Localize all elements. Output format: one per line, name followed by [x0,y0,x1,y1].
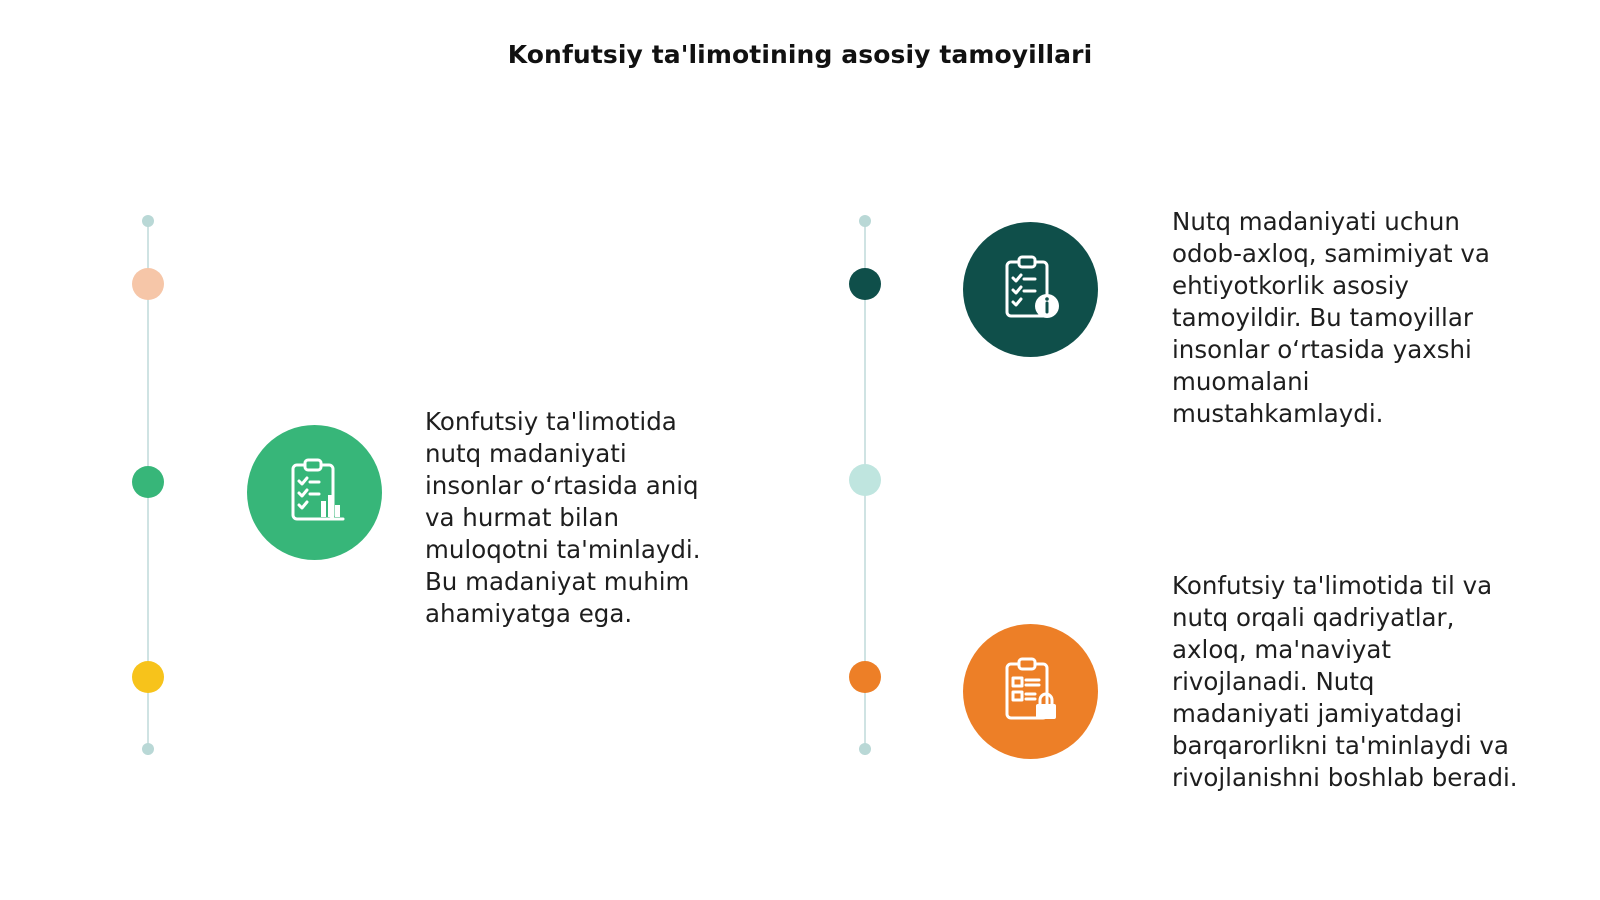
timeline-dot-green [132,466,164,498]
timeline-dot-mint [849,464,881,496]
clipboard-info-icon [963,222,1098,357]
timeline-endpoint-bottom [859,743,871,755]
timeline-dot-orange [849,661,881,693]
timeline-right [845,215,885,765]
page-title: Konfutsiy ta'limotining asosiy tamoyillari [507,40,1093,69]
timeline-dot-yellow [132,661,164,693]
clipboard-chart-icon [247,425,382,560]
item-text-1: Konfutsiy ta'limotida nutq madaniyati insonlar o‘rtasida aniq va hurmat bilan muloqotni ta'minlaydi. Bu madaniyat muhim ahamiyatga ega. [425,407,701,628]
timeline-endpoint-top [859,215,871,227]
item-text-2: Nutq madaniyati uchun odob-axloq, samimiyat va ehtiyotkorlik asosiy tamoyildir. Bu tamoyillar insonlar o‘rtasida yaxshi muomalani mustahkamlaydi. [1172,207,1490,428]
timeline-endpoint-top [142,215,154,227]
item-text-3: Konfutsiy ta'limotida til va nutq orqali qadriyatlar, axloq, ma'naviyat rivojlanadi. Nutq madaniyati jamiyatdagi barqarorlikni ta'minlaydi va rivojlanishni boshlab beradi. [1172,571,1518,792]
clipboard-lock-icon [963,624,1098,759]
timeline-dot-peach [132,268,164,300]
timeline-dot-teal [849,268,881,300]
timeline-left [128,215,168,765]
timeline-endpoint-bottom [142,743,154,755]
